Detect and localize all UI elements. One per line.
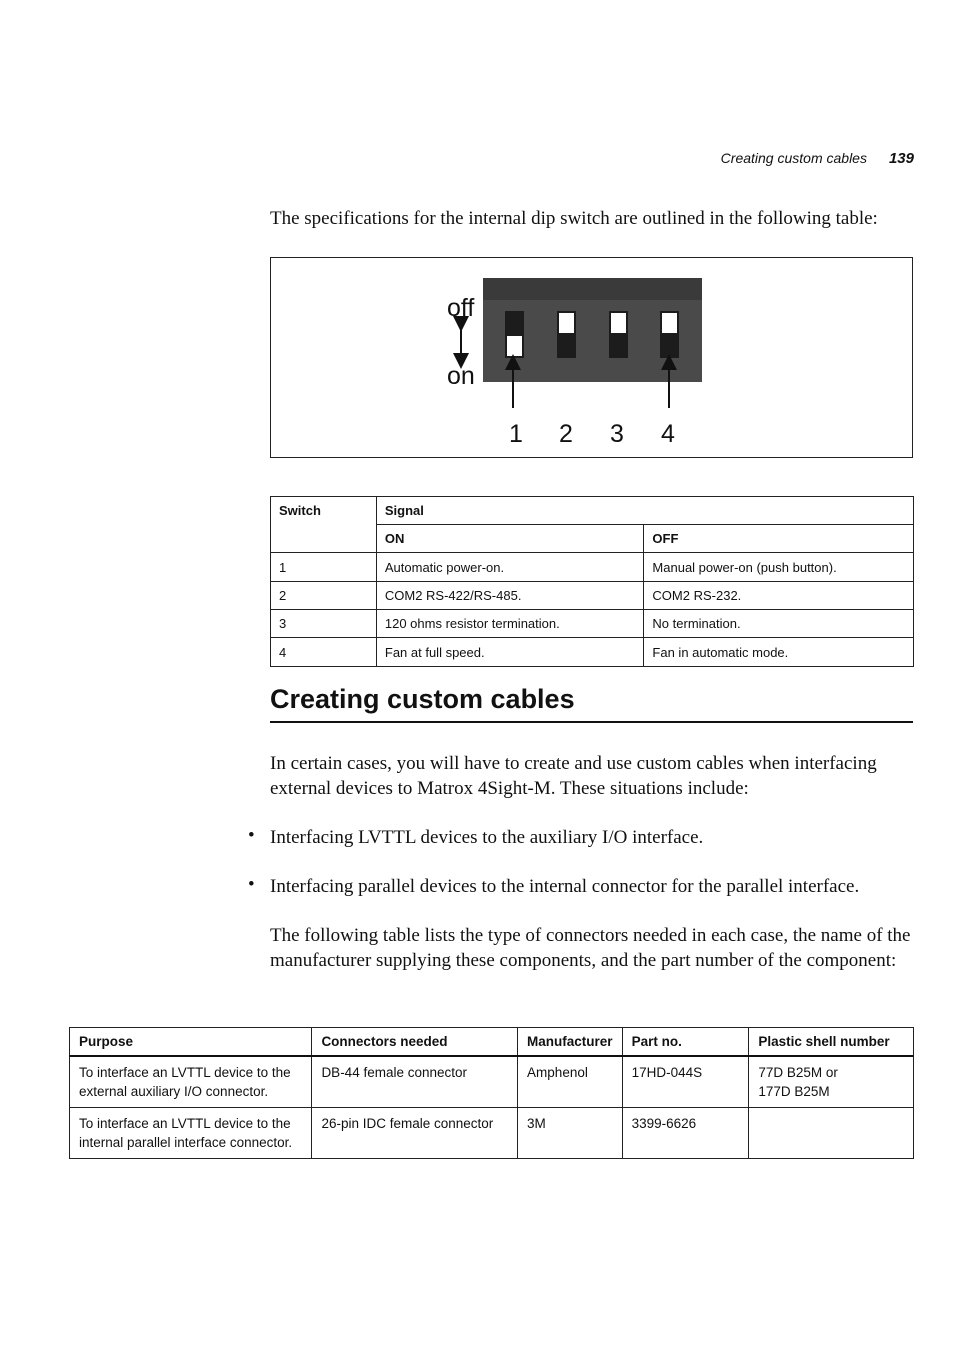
switch-number-2: 2	[559, 420, 573, 448]
switch-number-1: 1	[509, 420, 523, 448]
cell-off: COM2 RS-232.	[644, 582, 914, 610]
header-signal: Signal	[376, 497, 913, 525]
cell-switch: 2	[271, 582, 377, 610]
cell-connector: DB-44 female connector	[312, 1056, 518, 1108]
cell-shell	[749, 1108, 914, 1159]
cell-purpose	[70, 1108, 312, 1159]
table-row	[271, 610, 914, 638]
switch-number-3: 3	[610, 420, 624, 448]
running-header	[600, 150, 914, 172]
cell-switch: 4	[271, 638, 377, 667]
table-row	[70, 1056, 914, 1108]
bullet-marker: •	[248, 825, 255, 846]
cables-table	[69, 1027, 914, 1159]
cell-connector: 26-pin IDC female connector	[312, 1108, 518, 1159]
switch-body-top-band	[483, 278, 702, 300]
cell-manufacturer: 3M	[518, 1108, 623, 1159]
switch-4-toggle	[660, 311, 679, 358]
table-row	[70, 1108, 914, 1159]
cell-line: 177D B25M	[758, 1084, 830, 1099]
cell-off: No termination.	[644, 610, 914, 638]
header-purpose: Purpose	[70, 1028, 312, 1057]
cell-line: To interface an LVTTL device to the	[79, 1065, 291, 1080]
section-paragraph: In certain cases, you will have to create and use custom cables when interfacing external devices to Matrox 4Sight-M. These situations include:	[270, 753, 877, 799]
bullet-item: Interfacing parallel devices to the internal connector for the parallel interface.	[270, 876, 860, 897]
switch-number-4: 4	[661, 420, 675, 448]
switch-1-toggle	[505, 311, 524, 358]
cell-manufacturer: Amphenol	[518, 1056, 623, 1108]
header-shell-number: Plastic shell number	[749, 1028, 914, 1057]
header-part-no: Part no.	[622, 1028, 749, 1057]
follow-paragraph: The following table lists the type of connectors needed in each case, the name of the manufacturer supplying these components, and the part number of the component:	[270, 925, 911, 971]
section-heading: Creating custom cables	[270, 684, 913, 723]
cell-part: 17HD-044S	[622, 1056, 749, 1108]
cell-line: 77D B25M or	[758, 1065, 838, 1080]
cell-on: COM2 RS-422/RS-485.	[376, 582, 644, 610]
cell-switch: 3	[271, 610, 377, 638]
label-off: off	[447, 294, 475, 322]
bullet-item: Interfacing LVTTL devices to the auxiliary I/O interface.	[270, 827, 704, 848]
cell-part: 3399-6626	[622, 1108, 749, 1159]
cell-line: To interface an LVTTL device to the	[79, 1116, 291, 1131]
cell-off: Fan in automatic mode.	[644, 638, 914, 667]
table-row	[271, 553, 914, 582]
cell-off: Manual power-on (push button).	[644, 553, 914, 582]
header-connectors: Connectors needed	[312, 1028, 518, 1057]
switch-2-toggle	[557, 311, 576, 358]
cell-line: internal parallel interface connector.	[79, 1135, 293, 1150]
table-row	[271, 582, 914, 610]
cell-on: Fan at full speed.	[376, 638, 644, 667]
cell-line: external auxiliary I/O connector.	[79, 1084, 269, 1099]
cell-on: Automatic power-on.	[376, 553, 644, 582]
switch-table	[270, 496, 914, 667]
header-off: OFF	[644, 525, 914, 553]
switch-3-toggle	[609, 311, 628, 358]
cell-purpose	[70, 1056, 312, 1108]
cell-switch: 1	[271, 553, 377, 582]
table-row	[271, 638, 914, 667]
dip-switch-diagram	[271, 258, 912, 457]
header-on: ON	[376, 525, 644, 553]
header-switch: Switch	[271, 497, 377, 553]
cell-shell	[749, 1056, 914, 1108]
bullet-marker: •	[248, 874, 255, 895]
header-title: Creating custom cables	[720, 150, 867, 166]
dip-switch-figure	[270, 257, 913, 458]
cell-on: 120 ohms resistor termination.	[376, 610, 644, 638]
page-number: 139	[888, 150, 914, 167]
label-on: on	[447, 362, 475, 390]
header-manufacturer: Manufacturer	[518, 1028, 623, 1057]
intro-paragraph: The specifications for the internal dip switch are outlined in the following table:	[270, 208, 878, 229]
